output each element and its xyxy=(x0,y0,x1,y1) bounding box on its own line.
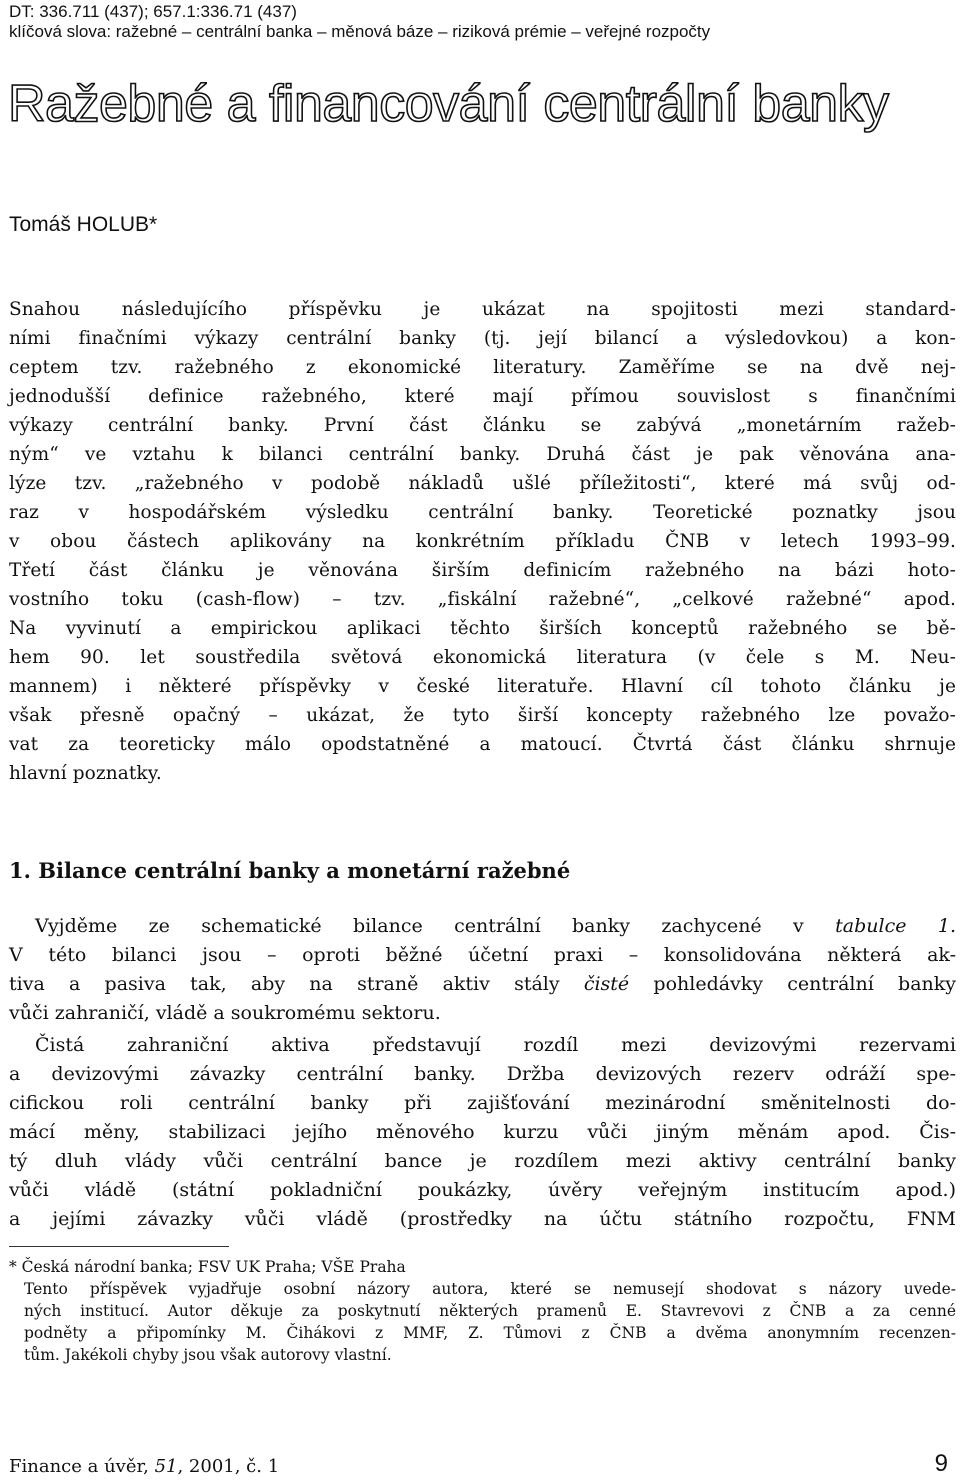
paragraph-line: vůči vládě (státní pokladniční poukázky, úvěry veřejným institucím apod.) xyxy=(9,1179,956,1201)
paragraph-text: pohledávky centrální banky xyxy=(629,973,956,995)
abstract-line: hem 90. let soustředila světová ekonomická literatura (v čele s M. Neu- xyxy=(9,647,956,668)
article-title: Ražebné a financování centrální banky xyxy=(8,75,889,133)
paragraph-line: a jejími závazky vůči vládě (prostředky na účtu státního rozpočtu, FNM xyxy=(9,1208,956,1230)
author-name: Tomáš HOLUB* xyxy=(9,213,158,236)
footnote-line: Tento příspěvek vyjadřuje osobní názory autora, které se nemusejí shodovat s názory uvede- xyxy=(24,1280,956,1298)
abstract-line: hlavní poznatky. xyxy=(9,763,162,784)
abstract-line: lýze tzv. „ražebného v podobě nákladů ušlé příležitosti“, které má svůj od- xyxy=(9,473,956,494)
table-reference: tabulce 1. xyxy=(835,915,956,937)
body-paragraph-1 xyxy=(9,912,956,1028)
abstract-line: Snahou následujícího příspěvku je ukázat na spojitosti mezi standard- xyxy=(9,299,956,320)
abstract-line: jednodušší definice ražebného, které mají přímou souvislost s finančními xyxy=(9,386,956,407)
abstract-line: ným“ ve vztahu k bilanci centrální banky. Druhá část je pak věnována ana- xyxy=(9,444,956,465)
footnote-divider xyxy=(9,1246,229,1247)
journal-volume: 51 xyxy=(154,1456,178,1477)
abstract-line: mannem) i některé příspěvky v české literatuře. Hlavní cíl tohoto článku je xyxy=(9,676,956,697)
paragraph-line: Čistá zahraniční aktiva představují rozdíl mezi devizovými rezervami xyxy=(35,1034,956,1056)
abstract-line: vat za teoreticky málo opodstatněné a matoucí. Čtvrtá část článku shrnuje xyxy=(9,734,956,755)
abstract-line: ceptem tzv. ražebného z ekonomické literatury. Zaměříme se na dvě nej- xyxy=(9,357,956,378)
paragraph-line xyxy=(9,912,956,941)
abstract-line: Na vyvinutí a empirickou aplikaci těchto širších konceptů ražebného se bě- xyxy=(9,618,956,639)
paragraph-line: a devizovými závazky centrální banky. Držba devizových rezerv odráží spe- xyxy=(9,1063,956,1085)
page-number: 9 xyxy=(934,1450,948,1477)
paragraph-line xyxy=(9,970,956,999)
abstract-line: Třetí část článku je věnována širším definicím ražebného na bázi hoto- xyxy=(9,560,956,581)
keywords-line: klíčová slova: ražebné – centrální banka – měnová báze – riziková prémie – veřejné rozpočty xyxy=(9,22,711,41)
abstract-line: vostního toku (cash-flow) – tzv. „fiskální ražebné“, „celkové ražebné“ apod. xyxy=(9,589,956,610)
journal-citation xyxy=(9,1456,279,1477)
abstract-line: v obou částech aplikovány na konkrétním příkladu ČNB v letech 1993–99. xyxy=(9,531,956,552)
journal-name: Finance a úvěr, xyxy=(9,1456,155,1477)
abstract-line: raz v hospodářském výsledku centrální banky. Teoretické poznatky jsou xyxy=(9,502,956,523)
paragraph-line: V této bilanci jsou – oproti běžné účetní praxi – konsolidována některá ak- xyxy=(9,944,956,966)
body-paragraph-2 xyxy=(9,1031,956,1234)
abstract-line: ními finačními výkazy centrální banky (tj. její bilancí a výsledovkou) a kon- xyxy=(9,328,956,349)
journal-year-issue: , 2001, č. 1 xyxy=(177,1456,280,1477)
footnote-line: podněty a připomínky M. Čihákovi z MMF, Z. Tůmovi z ČNB a dvěma anonymním recenzen- xyxy=(24,1324,956,1342)
classification-code: DT: 336.711 (437); 657.1:336.71 (437) xyxy=(9,2,297,21)
abstract-line: však přesně opačný – ukázat, že tyto širší koncepty ražebného lze považo- xyxy=(9,705,956,726)
section-heading: 1. Bilance centrální banky a monetární ražebné xyxy=(9,858,571,883)
paragraph-line: tý dluh vlády vůči centrální bance je rozdílem mezi aktivy centrální banky xyxy=(9,1150,956,1172)
paragraph-text: Vyjděme ze schematické bilance centrální banky zachycené v xyxy=(35,915,836,937)
emphasis-text: čisté xyxy=(583,973,630,995)
paragraph-line: cifickou roli centrální banky při zajišťování mezinárodní směnitelnosti do- xyxy=(9,1092,956,1114)
footnote-line: ných institucí. Autor děkuje za poskytnutí některých pramenů E. Stavrevovi z ČNB a za cenné xyxy=(24,1302,956,1320)
footnote-acknowledgement xyxy=(24,1278,956,1366)
paragraph-line: mácí měny, stabilizaci jejího měnového kurzu vůči jiným měnám apod. Čis- xyxy=(9,1121,956,1143)
paragraph-line: vůči zahraničí, vládě a soukromému sektoru. xyxy=(9,1002,441,1024)
paragraph-text: tiva a pasiva tak, aby na straně aktiv stály xyxy=(9,973,584,995)
abstract-line: výkazy centrální banky. První část článku se zabývá „monetárním ražeb- xyxy=(9,415,956,436)
footnote-line: tům. Jakékoli chyby jsou však autorovy vlastní. xyxy=(24,1346,392,1364)
abstract xyxy=(9,295,956,788)
footnote-affiliation: * Česká národní banka; FSV UK Praha; VŠE Praha xyxy=(9,1258,406,1276)
